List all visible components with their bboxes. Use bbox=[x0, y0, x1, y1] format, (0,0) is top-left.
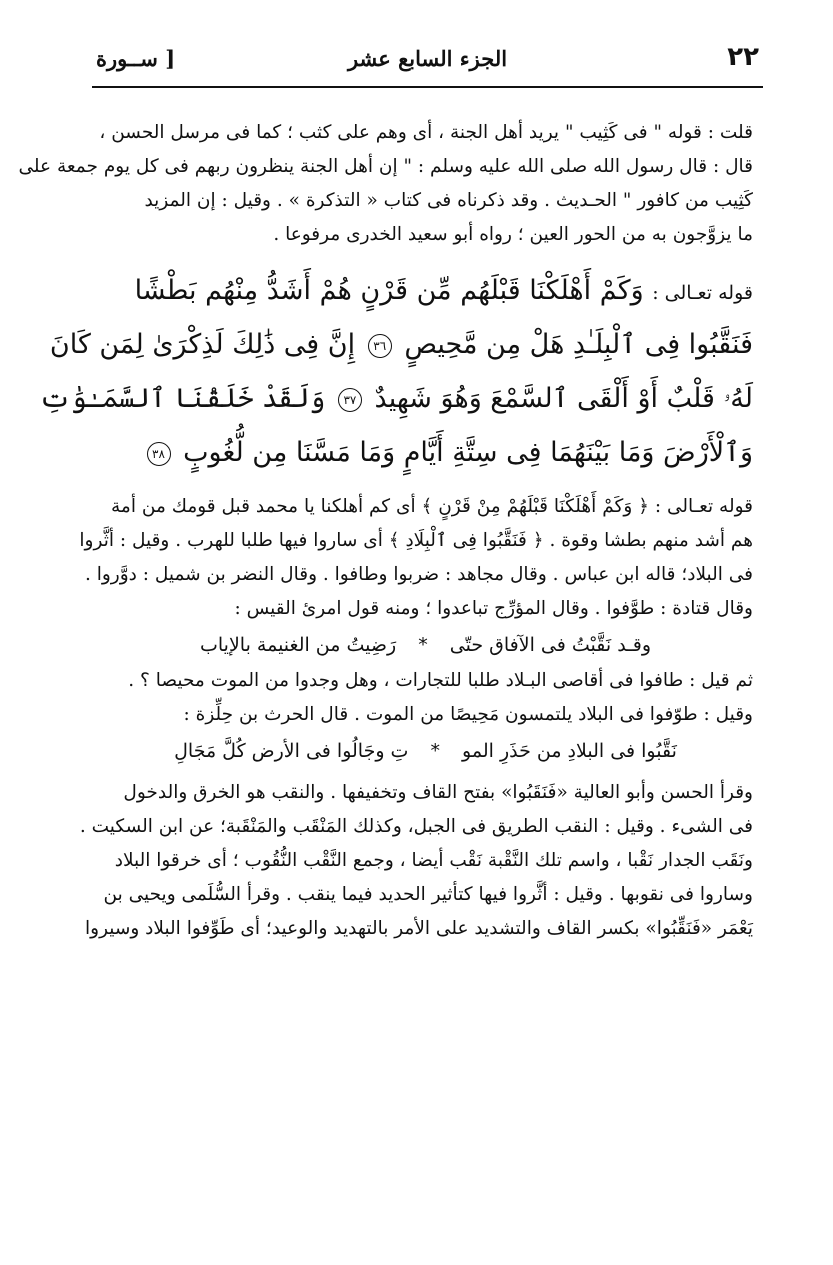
verse-separator-star: * bbox=[430, 740, 440, 762]
text-line: قوله تعـالى : ﴿ وَكَمْ أَهْلَكْنَا قَبْلَهُمْ مِنْ قَرْنٍ ﴾ أى كم أهلكنا يا محمد قبل قومك من أمة bbox=[111, 496, 753, 517]
text-line: قلت : قوله " فى كَثِيب " يريد أهل الجنة ، أى وهم على كثب ؛ كما فى مرسل الحسن ، bbox=[99, 122, 753, 143]
poetry-verse-imru-al-qais bbox=[98, 626, 753, 664]
quran-lead: قوله تعـالى : bbox=[652, 282, 753, 304]
text-line: وساروا فى نقوبها . وقيل : أثَّروا فيها كتأثير الحديد فيما ينقب . وقرأ السُّلَمى ويحيى بن bbox=[103, 884, 753, 905]
text-line: يَعْمَر «فَنَقِّبُوا» بكسر القاف والتشديد على الأمر بالتهديد والوعيد؛ أى طَوِّفوا البلاد وسيروا bbox=[85, 918, 753, 939]
juz-title: الجزء السابع عشر bbox=[347, 46, 508, 71]
paragraph-commentary-3 bbox=[98, 664, 753, 732]
quran-text: لَهُۥ قَلْبٌ أَوْ أَلْقَى ٱلسَّمْعَ وَهُوَ شَهِيدٌ bbox=[374, 383, 753, 414]
surah-label: [ ســورة bbox=[96, 46, 176, 71]
text-line: كَثِيب من كافور " الحـديث . وقد ذكرناه فى كتاب « التذكرة » . وقيل : إن المزيد bbox=[144, 190, 753, 211]
quran-text: إِنَّ فِى ذَٰلِكَ لَذِكْرَىٰ لِمَن كَانَ bbox=[49, 329, 356, 360]
text-line: فى الشىء . وقيل : النقب الطريق فى الجبل، وكذلك المَنْقَب والمَنْقَبة؛ عن ابن السكيت . bbox=[79, 816, 753, 837]
paragraph-commentary-2 bbox=[79, 490, 753, 626]
text-line: وقال قتادة : طوَّفوا . وقال المؤرِّج تباعدوا ؛ ومنه قول امرئ القيس : bbox=[234, 598, 753, 619]
quran-line bbox=[39, 372, 753, 426]
quran-line bbox=[49, 318, 753, 372]
text-line: ونَقَب الجدار نَقْبا ، واسم تلك النَّقْبة نَقْب أيضا ، وجمع النَّقْب النُّقُوب ؛ أى خرقوا البلاد bbox=[114, 850, 753, 871]
quran-text: وَٱلْأَرْضَ وَمَا بَيْنَهُمَا فِى سِتَّةِ أَيَّامٍ وَمَا مَسَّنَا مِن لُّغُوبٍ bbox=[183, 437, 753, 468]
verse-first-hemistich: نَقَّبُوا فى البلادِ من حَذَرِ المو bbox=[462, 740, 677, 762]
page-number: ٢٢ bbox=[727, 42, 759, 72]
ayah-number-marker: ٣٨ bbox=[147, 442, 171, 466]
quran-line bbox=[98, 264, 753, 318]
verse-second-hemistich: رَضِيتُ من الغنيمة بالإياب bbox=[199, 634, 397, 656]
quran-text: وَلَقَدْ خَلَقْنَا ٱلسَّمَـٰوَٰتِ bbox=[39, 383, 326, 414]
quran-text: وَكَمْ أَهْلَكْنَا قَبْلَهُم مِّن قَرْنٍ هُمْ أَشَدُّ مِنْهُم بَطْشًا bbox=[134, 275, 644, 306]
verse-second-hemistich: تِ وجَالُوا فى الأرض كُلَّ مَجَالِ bbox=[174, 740, 409, 762]
ayah-number-marker: ٣٦ bbox=[368, 334, 392, 358]
quran-line bbox=[98, 426, 753, 480]
page-header bbox=[92, 38, 763, 80]
paragraph-commentary-1 bbox=[18, 116, 753, 252]
text-line: فى البلاد؛ قاله ابن عباس . وقال مجاهد : ضربوا وطافوا . وقال النضر بن شميل : دوَّروا . bbox=[84, 564, 753, 585]
header-divider bbox=[92, 86, 763, 88]
poetry-verse-harith bbox=[98, 732, 753, 770]
text-line: ما يزوَّجون به من الحور العين ؛ رواه أبو سعيد الخدرى مرفوعا . bbox=[273, 224, 753, 245]
text-line: وقرأ الحسن وأبو العالية «فَنَقَبُوا» بفتح القاف وتخفيفها . والنقب هو الخرق والدخول bbox=[123, 782, 753, 803]
page-body bbox=[18, 116, 753, 946]
text-line: ثم قيل : طافوا فى أقاصى البـلاد طلبا للتجارات ، وهل وجدوا من الموت محيصا ؟ . bbox=[128, 670, 753, 691]
text-line: هم أشد منهم بطشا وقوة . ﴿ فَنَقَّبُوا فِى ٱلْبِلَادِ ﴾ أى ساروا فيها طلبا للهرب . وقيل : أثَّروا bbox=[79, 530, 753, 551]
verse-first-hemistich: وقـد نَقَّبْتُ فى الآفاق حتّى bbox=[449, 634, 652, 656]
verse-separator-star: * bbox=[418, 634, 428, 656]
quran-verses bbox=[39, 264, 753, 480]
ayah-number-marker: ٣٧ bbox=[338, 388, 362, 412]
text-line: قال : قال رسول الله صلى الله عليه وسلم : " إن أهل الجنة ينظرون ربهم فى كل يوم جمعة على bbox=[18, 156, 753, 177]
quran-text: فَنَقَّبُوا فِى ٱلْبِلَـٰدِ هَلْ مِن مَّحِيصٍ bbox=[404, 329, 753, 360]
paragraph-commentary-4 bbox=[79, 776, 753, 946]
text-line: وقيل : طوّفوا فى البلاد يلتمسون مَحِيصًا من الموت . قال الحرث بن حِلِّزة : bbox=[183, 704, 753, 725]
